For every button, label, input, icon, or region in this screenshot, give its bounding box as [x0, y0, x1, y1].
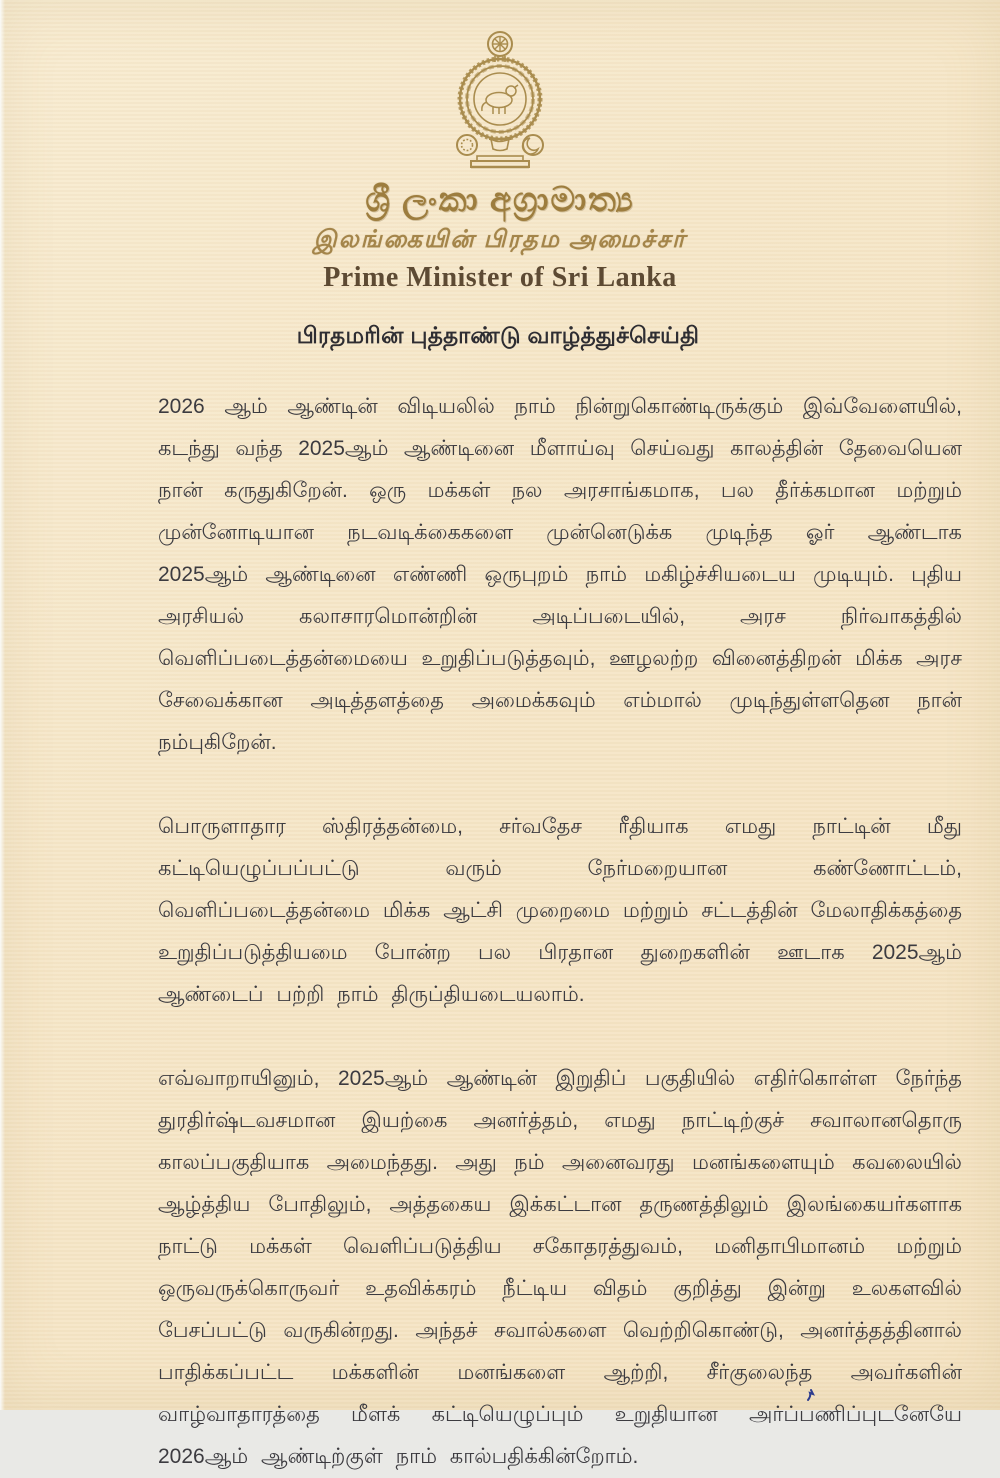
paragraph-1: 2026 ஆம் ஆண்டின் விடியலில் நாம் நின்றுகொண்டிருக்கும் இவ்வேளையில், கடந்து வந்த 2025ஆம் ஆண்டினை மீளாய்வு செய்வது காலத்தின் தேவையென நான் கருதுகிறேன். ஒரு மக்கள் நல அரசாங்கமாக, பல தீர்க்கமான மற்றும் முன்னோடியான நடவடிக்கைகளை முன்னெடுக்க முடிந்த ஓர் ஆண்டாக 2025ஆம் ஆண்டினை எண்ணி ஒருபுறம் நாம் மகிழ்ச்சியடைய முடியும். புதிய அரசியல் கலாசாரமொன்றின் அடிப்படையில், அரச நிர்வாகத்தில் வெளிப்படைத்தன்மையை உறுதிப்படுத்தவும், ஊழலற்ற வினைத்திறன் மிக்க அரச சேவைக்கான அடித்தளத்தை அமைக்கவும் எம்மால் முடிந்துள்ளதென நான் நம்புகிறேன்.	[158, 395, 962, 754]
letter-body	[158, 386, 962, 1478]
paragraph-2: பொருளாதார ஸ்திரத்தன்மை, சர்வதேச ரீதியாக எமது நாட்டின் மீது கட்டியெழுப்பப்பட்டு வரும் நேர்மறையான கண்ணோட்டம், வெளிப்படைத்தன்மை மிக்க ஆட்சி முறைமை மற்றும் சட்டத்தின் மேலாதிக்கத்தை உறுதிப்படுத்தியமை போன்ற பல பிரதான துறைகளின் ஊடாக 2025ஆம் ஆண்டைப் பற்றி நாம் திருப்தியடையலாம்.	[158, 815, 962, 1006]
paragraph-3: எவ்வாறாயினும், 2025ஆம் ஆண்டின் இறுதிப் பகுதியில் எதிர்கொள்ள நேர்ந்த துரதிர்ஷ்டவசமான இயற்கை அனர்த்தம், எமது நாட்டிற்குச் சவாலானதொரு காலப்பகுதியாக அமைந்தது. அது நம் அனைவரது மனங்களையும் கவலையில் ஆழ்த்திய போதிலும், அத்தகைய இக்கட்டான தருணத்திலும் இலங்கையர்களாக நாட்டு மக்கள் வெளிப்படுத்திய சகோதரத்துவம், மனிதாபிமானம் மற்றும் ஒருவருக்கொருவர் உதவிக்கரம் நீட்டிய விதம் குறித்து இன்று உலகளவில் பேசப்பட்டு வருகின்றது. அந்தச் சவால்களை வெற்றிகொண்டு, அனர்த்தத்தினால் பாதிக்கப்பட்ட மக்களின் மனங்களை ஆற்றி, சீர்குலைந்த அவர்களின் வாழ்வாதாரத்தை மீளக் கட்டியெழுப்பும் உறுதியான அர்ப்பணிப்புடனேயே 2026ஆம் ஆண்டிற்குள் நாம் கால்பதிக்கின்றோம்.	[158, 1067, 962, 1468]
title-english: Prime Minister of Sri Lanka	[323, 262, 677, 293]
title-sinhala: ශ්‍රී ලංකා අග්‍රාමාත්‍ය	[365, 182, 635, 219]
ink-mark	[806, 1388, 816, 1402]
document-heading: பிரதமரின் புத்தாண்டு வாழ்த்துச்செய்தி	[296, 322, 700, 348]
letterhead	[0, 0, 1000, 294]
title-tamil: இலங்கையின் பிரதம அமைச்சர்	[313, 227, 687, 253]
sri-lanka-emblem-icon	[441, 28, 559, 174]
